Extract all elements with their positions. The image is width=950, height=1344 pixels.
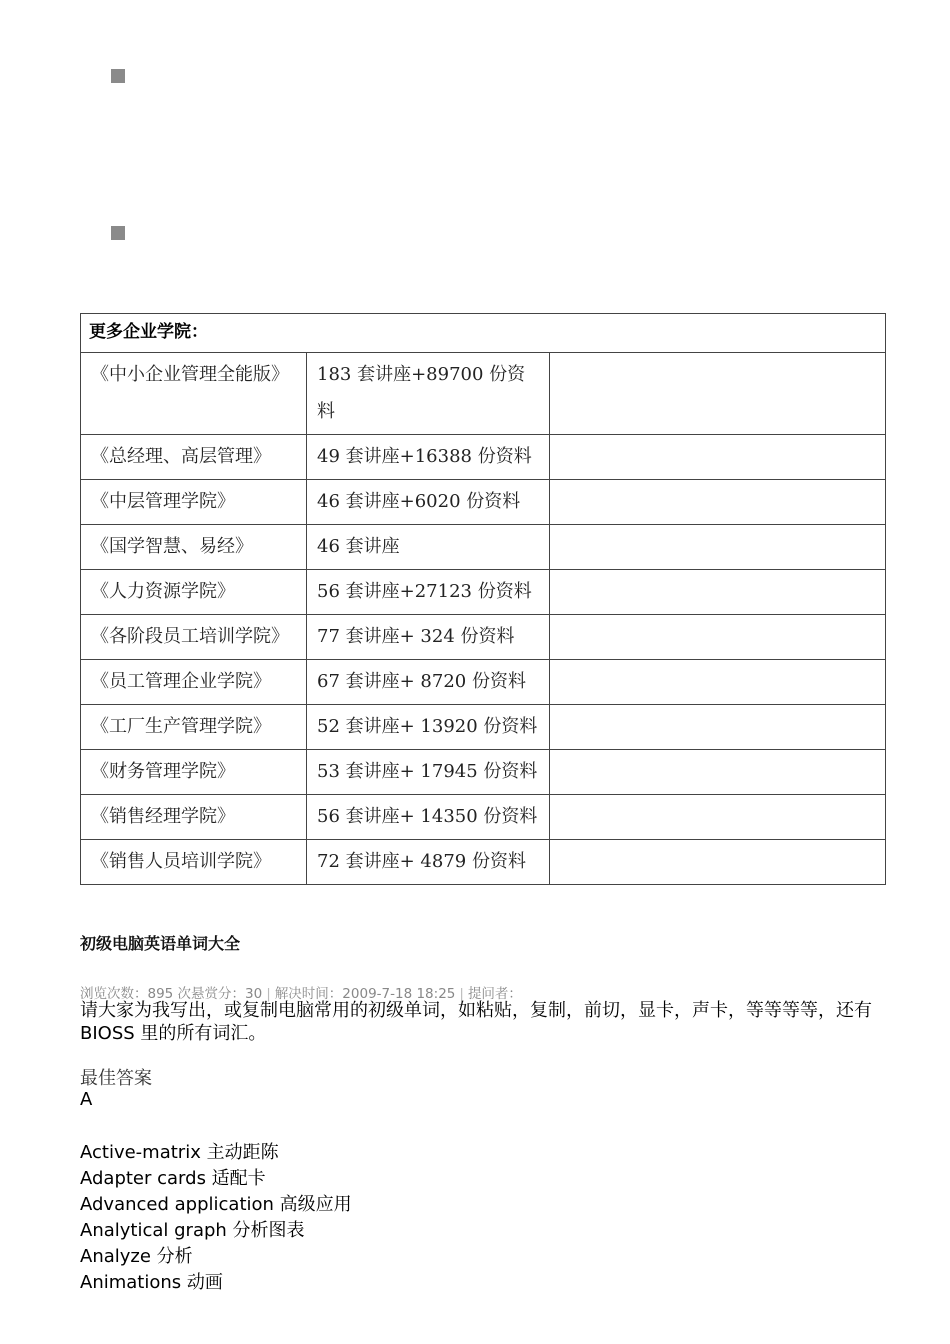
table-row: [81, 435, 886, 480]
table-header-row: [81, 314, 886, 353]
article-title: 初级电脑英语单词大全: [80, 934, 241, 953]
course-content: 46 套讲座+6020 份资料: [307, 480, 550, 525]
course-content: 53 套讲座+ 17945 份资料: [307, 750, 550, 795]
course-name: 《工厂生产管理学院》: [81, 705, 307, 750]
table-row: [81, 795, 886, 840]
meta-separator: |: [266, 986, 271, 1002]
table-row: [81, 750, 886, 795]
table-row: [81, 705, 886, 750]
course-content: 52 套讲座+ 13920 份资料: [307, 705, 550, 750]
bullet-square-icon: [111, 226, 125, 240]
vocab-item: Adapter cards 适配卡: [80, 1168, 266, 1189]
course-extra: [550, 615, 886, 660]
meta-views: 浏览次数：895 次悬赏分：30: [80, 986, 263, 1002]
vocab-item: Animations 动画: [80, 1272, 223, 1293]
course-extra: [550, 660, 886, 705]
section-letter: A: [80, 1089, 93, 1110]
question-text: 请大家为我写出，或复制电脑常用的初级单词，如粘贴，复制，前切，显卡，声卡，等等等等，还有 BIOSS 里的所有词汇。: [80, 1000, 872, 1044]
vocab-item: Advanced application 高级应用: [80, 1194, 352, 1215]
table-row: [81, 660, 886, 705]
course-name: 《中小企业管理全能版》: [81, 353, 307, 435]
course-content: 72 套讲座+ 4879 份资料: [307, 840, 550, 885]
best-answer-label: 最佳答案: [80, 1068, 152, 1089]
table-row: [81, 525, 886, 570]
meta-asker: 提问者：: [467, 986, 522, 1002]
table-header: 更多企业学院：: [81, 314, 886, 353]
course-extra: [550, 480, 886, 525]
course-extra: [550, 525, 886, 570]
course-name: 《员工管理企业学院》: [81, 660, 307, 705]
course-name: 《各阶段员工培训学院》: [81, 615, 307, 660]
meta-separator: |: [459, 986, 464, 1002]
course-content: 56 套讲座+ 14350 份资料: [307, 795, 550, 840]
course-extra: [550, 435, 886, 480]
course-extra: [550, 705, 886, 750]
vocab-list: [80, 1140, 352, 1296]
course-content: 67 套讲座+ 8720 份资料: [307, 660, 550, 705]
course-name: 《销售经理学院》: [81, 795, 307, 840]
course-content: 46 套讲座: [307, 525, 550, 570]
table-row: [81, 480, 886, 525]
course-content: 77 套讲座+ 324 份资料: [307, 615, 550, 660]
course-extra: [550, 353, 886, 435]
course-content: 56 套讲座+27123 份资料: [307, 570, 550, 615]
course-content: 49 套讲座+16388 份资料: [307, 435, 550, 480]
course-name: 《中层管理学院》: [81, 480, 307, 525]
course-extra: [550, 570, 886, 615]
meta-solved-time: 解决时间：2009-7-18 18:25: [274, 986, 456, 1002]
vocab-item: Analyze 分析: [80, 1246, 193, 1267]
table-row: [81, 353, 886, 435]
course-name: 《人力资源学院》: [81, 570, 307, 615]
course-name: 《国学智慧、易经》: [81, 525, 307, 570]
vocab-item: Active-matrix 主动距陈: [80, 1142, 279, 1163]
course-extra: [550, 840, 886, 885]
academy-table: [80, 313, 886, 885]
table-row: [81, 570, 886, 615]
course-name: 《总经理、高层管理》: [81, 435, 307, 480]
course-content: 183 套讲座+89700 份资料: [307, 353, 550, 435]
bullet-square-icon: [111, 69, 125, 83]
vocab-item: Analytical graph 分析图表: [80, 1220, 305, 1241]
table-row: [81, 615, 886, 660]
course-extra: [550, 750, 886, 795]
course-name: 《财务管理学院》: [81, 750, 307, 795]
course-name: 《销售人员培训学院》: [81, 840, 307, 885]
course-extra: [550, 795, 886, 840]
table-row: [81, 840, 886, 885]
